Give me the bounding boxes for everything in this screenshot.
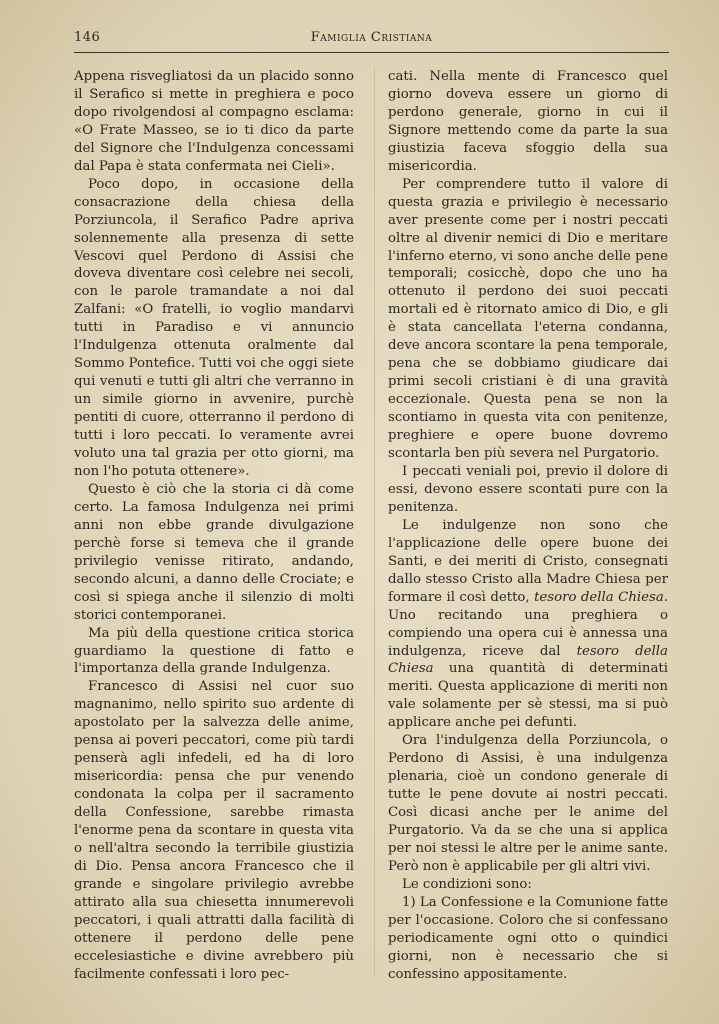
italic-term: tesoro della Chiesa. xyxy=(534,589,668,605)
paragraph: Francesco di Assisi nel cuor suo magnanimo, nello spirito suo ardente di apostolato per la salvezza delle anime, pensa ai poveri peccatori, come più tardi penserà agli infedeli, ed ha di loro misericordia: pensa che pur venendo condonata la colpa per il sacramento della Confessione, sarebbe rimasta l'enorme pena da scontare in questa vita o nell'altra secondo la terribile giustizia di Dio. Pensa ancora Francesco che il grande e singolare privilegio avrebbe attirato alla sua chiesetta innumerevoli peccatori, i quali attratti dalla facilità di ottenere il perdono delle pene eccelesiastiche e divine avrebbero più facilmente confessati i loro pec- xyxy=(74,679,354,982)
paragraph: Le condizioni sono: xyxy=(402,876,532,892)
paragraph: Ora l'indulgenza della Porziuncola, o Perdono di Assisi, è una indulgenza plenaria, cioè un condono generale di tutte le pene dovute ai nostri peccati. Così dicasi anche per le anime del Purgatorio. Va da se che una si applica per noi stessi le altre per le anime sante. Però non è applicabile per gli altri vivi. xyxy=(388,733,668,874)
paragraph: Appena risvegliatosi da un placido sonno il Serafico si mette in preghiera e poco dopo rivolgendosi al compagno esclama: «O Frate Masseo, se io ti dico da parte del Signore che l'Indulgenza concessami dal Papa è stata confermata nei Cieli». xyxy=(74,69,354,174)
paragraph-text: Le indulgenze non sono che l'applicazione delle opere buone dei Santi, e dei meriti di Cristo, consegnati dallo stesso Cristo alla Madre Chiesa per formare il così detto, xyxy=(388,517,668,605)
running-title: Famiglia Cristiana xyxy=(310,30,433,45)
italic-term: tesoro della Chiesa xyxy=(388,643,668,677)
paragraph: Per comprendere tutto il valore di questa grazia e privilegio è necessario aver presente come per i nostri peccati oltre al divenir nemici di Dio e meritare l'inferno eterno, vi sono anche delle pene temporali; cosicchè, dopo che uno ha ottenuto il perdono dei suoi peccati mortali ed è ritornato amico di Dio, e gli è stata cancellata l'eterna condanna, deve ancora scontare la pena temporale, pena che se dobbiamo giudicare dai primi secoli cristiani è di una gravità eccezionale. Questa pena se non la scontiamo in questa vita con penitenze, preghiere e opere buone dovremo scontarla ben più severa nel Purgatorio. xyxy=(388,176,668,462)
paragraph-text: Uno recitando una preghiera o compiendo una opera cui è annessa una indulgenza, riceve dal xyxy=(388,607,668,659)
header-rule xyxy=(74,52,669,53)
page-number: 146 xyxy=(74,30,101,45)
paragraph-text: una quantità di determinati meriti. Questa applicazione di meriti non vale solamente per sè stessi, ma si può applicare anche pei defunti. xyxy=(388,661,668,731)
column-divider xyxy=(374,66,375,976)
page-header xyxy=(74,28,669,50)
paragraph xyxy=(388,517,668,732)
list-item: 1) La Confessione e la Comunione fatte per l'occasione. Coloro che si confessano periodicamente ogni otto o quindici giorni, non è necessario che si confessino appositamente. xyxy=(388,894,668,982)
right-column xyxy=(388,68,668,984)
paragraph: Questo è ciò che la storia ci dà come certo. La famosa Indulgenza nei primi anni non ebbe grande divulgazione perchè forse si temeva che il grande privilegio venisse ritirato, andando, secondo alcuni, a danno delle Crociate; e così si spiega anche il silenzio di molti storici contemporanei. xyxy=(74,481,354,623)
paragraph: I peccati veniali poi, previo il dolore di essi, devono essere scontati pure con la penitenza. xyxy=(388,463,668,515)
left-column xyxy=(74,68,354,984)
paragraph: Ma più della questione critica storica guardiamo la questione di fatto e l'importanza della grande Indulgenza. xyxy=(74,625,354,677)
paragraph: Poco dopo, in occasione della consacrazione della chiesa della Porziuncola, il Serafico Padre apriva solennemente alla presenza di sette Vescovi quel Perdono di Assisi che doveva diventare così celebre nei secoli, con le parole tramandate a noi dal Zalfani: «O fratelli, io voglio mandarvi tutti in Paradiso e vi annuncio l'Indulgenza ottenuta oralmente dal Sommo Pontefice. Tutti voi che oggi siete qui venuti e tutti gli altri che verranno in un simile giorno in avvenire, purchè pentiti di cuore, otterranno il perdono di tutti i loro peccati. Io veramente avrei voluto una tal grazia per otto giorni, ma non l'ho potuta ottenere». xyxy=(74,176,354,479)
paragraph: cati. Nella mente di Francesco quel giorno doveva essere un giorno di perdono generale, giorno in cui il Signore mettendo come da parte la sua giustizia faceva sfoggio della sua misericordia. xyxy=(388,69,668,174)
